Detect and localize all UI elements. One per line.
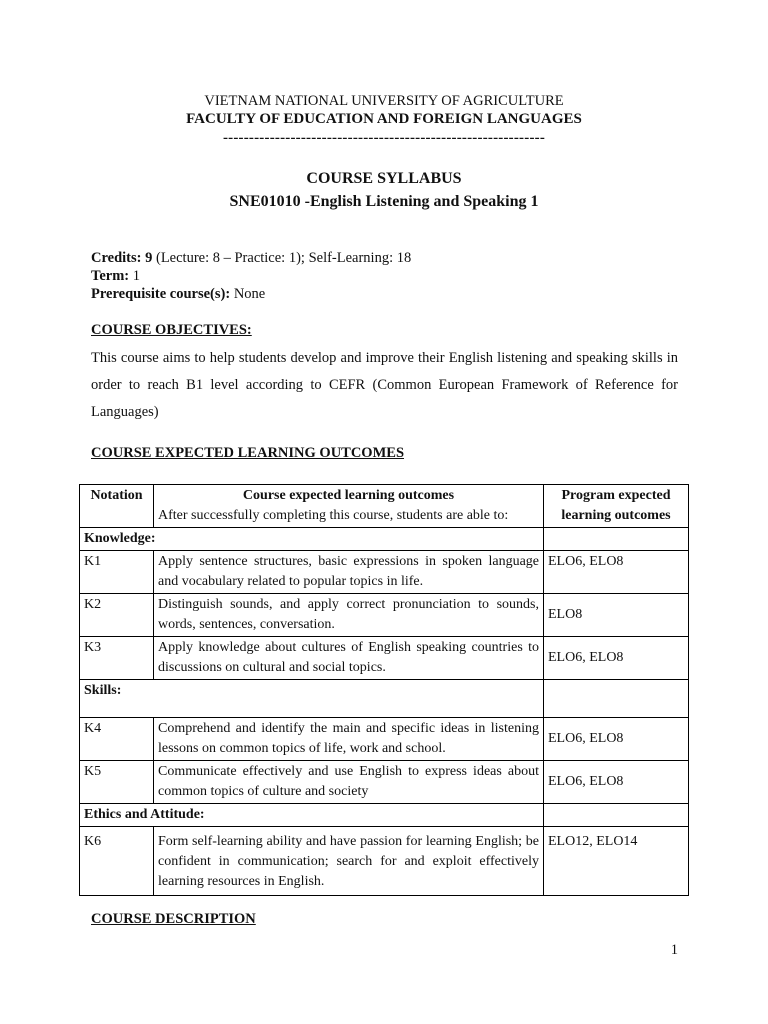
section-title: Ethics and Attitude: [80, 804, 544, 827]
table-row [80, 718, 689, 761]
program-outcome-cell: ELO6, ELO8 [544, 637, 689, 680]
empty-cell [544, 528, 689, 551]
prerequisite-line [91, 286, 265, 303]
notation-cell: K6 [80, 827, 154, 896]
prerequisite-label: Prerequisite course(s): [91, 286, 231, 302]
table-row [80, 827, 689, 896]
outcome-cell: Apply knowledge about cultures of English speaking countries to discussions on cultural and social topics. [154, 637, 544, 680]
section-row-knowledge [80, 528, 689, 551]
outcomes-table [79, 484, 689, 896]
empty-cell [544, 680, 689, 718]
outcome-header-title: Course expected learning outcomes [242, 488, 455, 503]
notation-header: Notation [80, 485, 154, 528]
table-row [80, 594, 689, 637]
course-title: SNE01010 -English Listening and Speaking 1 [229, 193, 539, 210]
outcome-cell: Distinguish sounds, and apply correct pronunciation to sounds, words, sentences, conversation. [154, 594, 544, 637]
header-divider: -------------------------------------------------------------- [222, 130, 546, 146]
prerequisite-value: None [230, 286, 266, 302]
university-name: VIETNAM NATIONAL UNIVERSITY OF AGRICULTURE [204, 93, 564, 109]
section-row-skills [80, 680, 689, 718]
program-outcome-cell: ELO6, ELO8 [544, 761, 689, 804]
program-outcome-cell: ELO12, ELO14 [544, 827, 689, 896]
outcome-cell: Comprehend and identify the main and specific ideas in listening lessons on common topics of life, work and school. [154, 718, 544, 761]
credits-value: (Lecture: 8 – Practice: 1); Self-Learning: 18 [152, 250, 412, 266]
outcome-cell: Communicate effectively and use English to express ideas about common topics of culture and society [154, 761, 544, 804]
credits-line [91, 250, 411, 267]
section-row-ethics [80, 804, 689, 827]
notation-cell: K2 [80, 594, 154, 637]
section-title: Skills: [80, 680, 544, 718]
outcomes-table-header [80, 485, 689, 528]
notation-cell: K5 [80, 761, 154, 804]
program-outcome-cell: ELO8 [544, 594, 689, 637]
program-outcome-header: Program expected learning outcomes [544, 485, 689, 528]
table-row [80, 761, 689, 804]
outcome-cell: Apply sentence structures, basic expressions in spoken language and vocabulary related to popular topics in life. [154, 551, 544, 594]
page-number: 1 [670, 942, 678, 958]
notation-cell: K1 [80, 551, 154, 594]
section-title: Knowledge: [80, 528, 544, 551]
program-outcome-cell: ELO6, ELO8 [544, 551, 689, 594]
objectives-heading: COURSE OBJECTIVES: [91, 322, 252, 338]
term-label: Term: [91, 268, 130, 284]
outcomes-heading: COURSE EXPECTED LEARNING OUTCOMES [91, 445, 405, 461]
notation-cell: K4 [80, 718, 154, 761]
description-heading: COURSE DESCRIPTION [91, 911, 256, 927]
outcome-cell: Form self-learning ability and have passion for learning English; be confident in communication; search for and exploit effectively learning resources in English. [154, 827, 544, 896]
table-row [80, 551, 689, 594]
outcome-header-subtitle: After successfully completing this course, students are able to: [158, 508, 509, 523]
faculty-name: FACULTY OF EDUCATION AND FOREIGN LANGUAGES [186, 111, 582, 127]
program-outcome-cell: ELO6, ELO8 [544, 718, 689, 761]
document-title: COURSE SYLLABUS [306, 170, 462, 187]
outcome-header [154, 485, 544, 528]
term-line [91, 268, 140, 285]
table-row [80, 637, 689, 680]
empty-cell [544, 804, 689, 827]
credits-label: Credits: 9 [91, 250, 153, 266]
term-value: 1 [129, 268, 140, 284]
objectives-text: This course aims to help students develop and improve their English listening and speaking skills in order to reach B1 level according to CEFR (Common European Framework of Reference for Languages) [91, 350, 678, 420]
notation-cell: K3 [80, 637, 154, 680]
